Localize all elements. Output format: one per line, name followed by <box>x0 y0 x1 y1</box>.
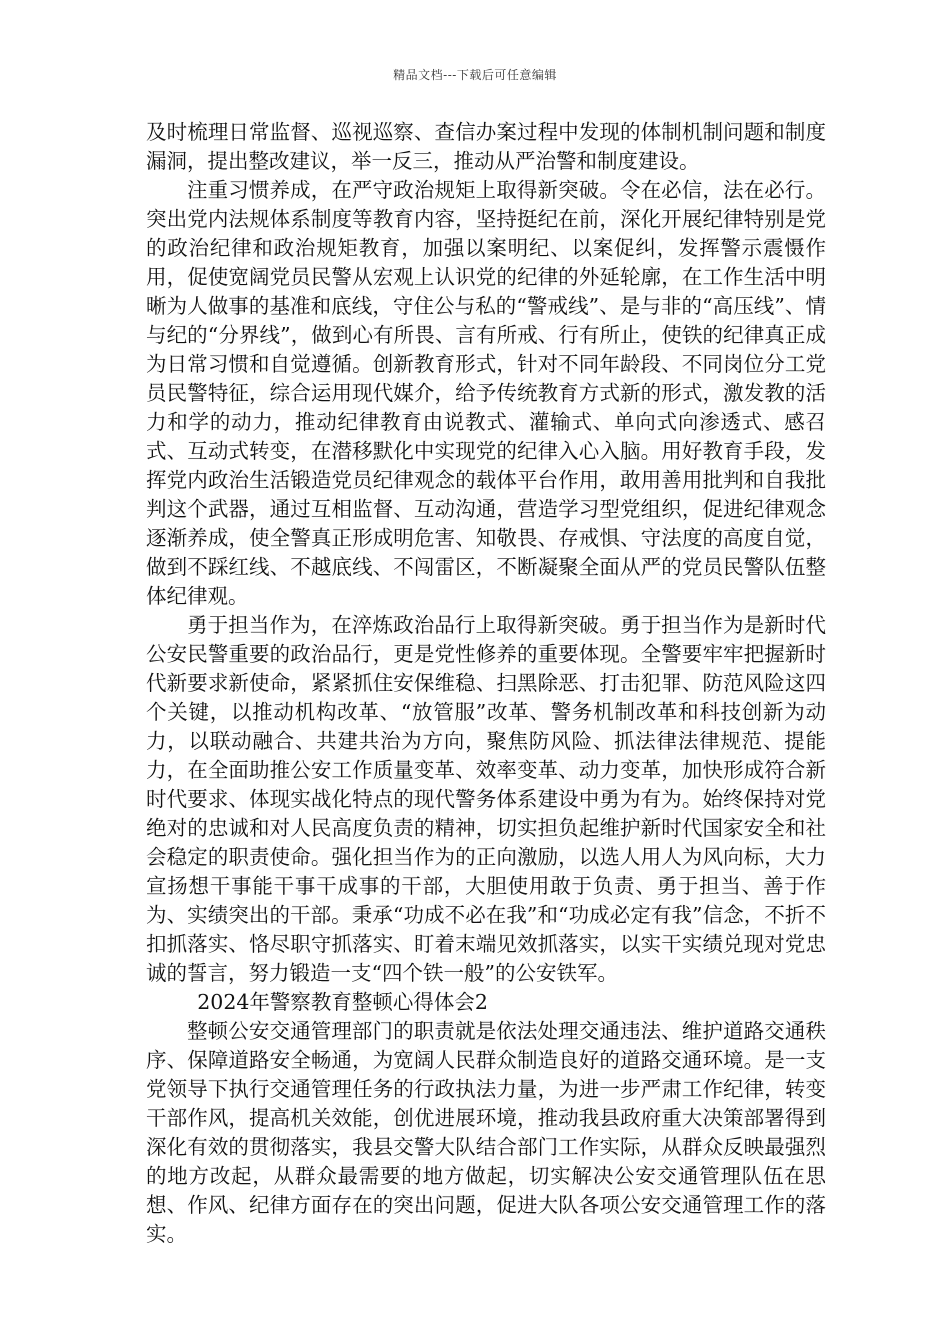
paragraph-continuation: 及时梳理日常监督、巡视巡察、查信办案过程中发现的体制机制问题和制度漏洞，提出整改建议，举一反三，推动从严治警和制度建设。 <box>146 120 826 173</box>
paragraph-responsibility: 勇于担当作为，在淬炼政治品行上取得新突破。勇于担当作为是新时代公安民警重要的政治品行，更是党性修养的重要体现。全警要牢牢把握新时代新要求新使命，紧紧抓住安保维稳、扫黑除恶、打击犯罪、防范风险这四个关键，以推动机构改革、“放管服”改革、警务机制改革和科技创新为动力，以联动融合、共建共治为方向，聚焦防风险、抓法律法律规范、提能力，在全面助推公安工作质量变革、效率变革、动力变革，加快形成符合新时代要求、体现实战化特点的现代警务体系建设中勇为有为。始终保持对党绝对的忠诚和对人民高度负责的精神，切实担负起维护新时代国家安全和社会稳定的职责使命。强化担当作为的正向激励，以选人用人为风向标，大力宣扬想干事能干事干成事的干部，大胆使用敢于负责、勇于担当、善于作为、实绩突出的干部。秉承“功成不必在我”和“功成必定有我”信念，不折不扣抓落实、恪尽职守抓落实、盯着末端见效抓落实，以实干实绩兑现对党忠诚的誓言，努力锻造一支“四个铁一般”的公安铁军。 <box>146 613 826 985</box>
paragraph-traffic-rectification: 整顿公安交通管理部门的职责就是依法处理交通违法、维护道路交通秩序、保障道路安全畅通，为宽阔人民群众制造良好的道路交通环境。是一支党领导下执行交通管理任务的行政执法力量，为进一步严肃工作纪律，转变干部作风，提高机关效能，创优进展环境，推动我县政府重大决策部署得到深化有效的贯彻落实，我县交警大队结合部门工作实际，从群众反映最强烈的地方改起，从群众最需要的地方做起，切实解决公安交通管理队伍在思想、作风、纪律方面存在的突出问题，促进大队各项公安交通管理工作的落实。 <box>146 1019 826 1246</box>
section-title: 2024年警察教育整顿心得体会2 <box>197 990 488 1014</box>
document-body <box>146 118 826 1249</box>
page-header: 精品文档---下载后可任意编辑 <box>393 68 557 82</box>
paragraph-habit-formation: 注重习惯养成，在严守政治规矩上取得新突破。令在必信，法在必行。突出党内法规体系制度等教育内容，坚持挺纪在前，深化开展纪律特别是党的政治纪律和政治规矩教育，加强以案明纪、以案促纠，发挥警示震慑作用，促使宽阔党员民警从宏观上认识党的纪律的外延轮廓，在工作生活中明晰为人做事的基准和底线，守住公与私的“警戒线”、是与非的“高压线”、情与纪的“分界线”，做到心有所畏、言有所戒、行有所止，使铁的纪律真正成为日常习惯和自觉遵循。创新教育形式，针对不同年龄段、不同岗位分工党员民警特征，综合运用现代媒介，给予传统教育方式新的形式，激发教的活力和学的动力，推动纪律教育由说教式、灌输式、单向式向渗透式、感召式、互动式转变，在潜移默化中实现党的纪律入心入脑。用好教育手段，发挥党内政治生活锻造党员纪律观念的载体平台作用，敢用善用批判和自我批判这个武器，通过互相监督、互动沟通，营造学习型党组织，促进纪律观念逐渐养成，使全警真正形成明危害、知敬畏、存戒惧、守法度的高度自觉，做到不踩红线、不越底线、不闯雷区，不断凝聚全面从严的党员民警队伍整体纪律观。 <box>146 178 826 608</box>
